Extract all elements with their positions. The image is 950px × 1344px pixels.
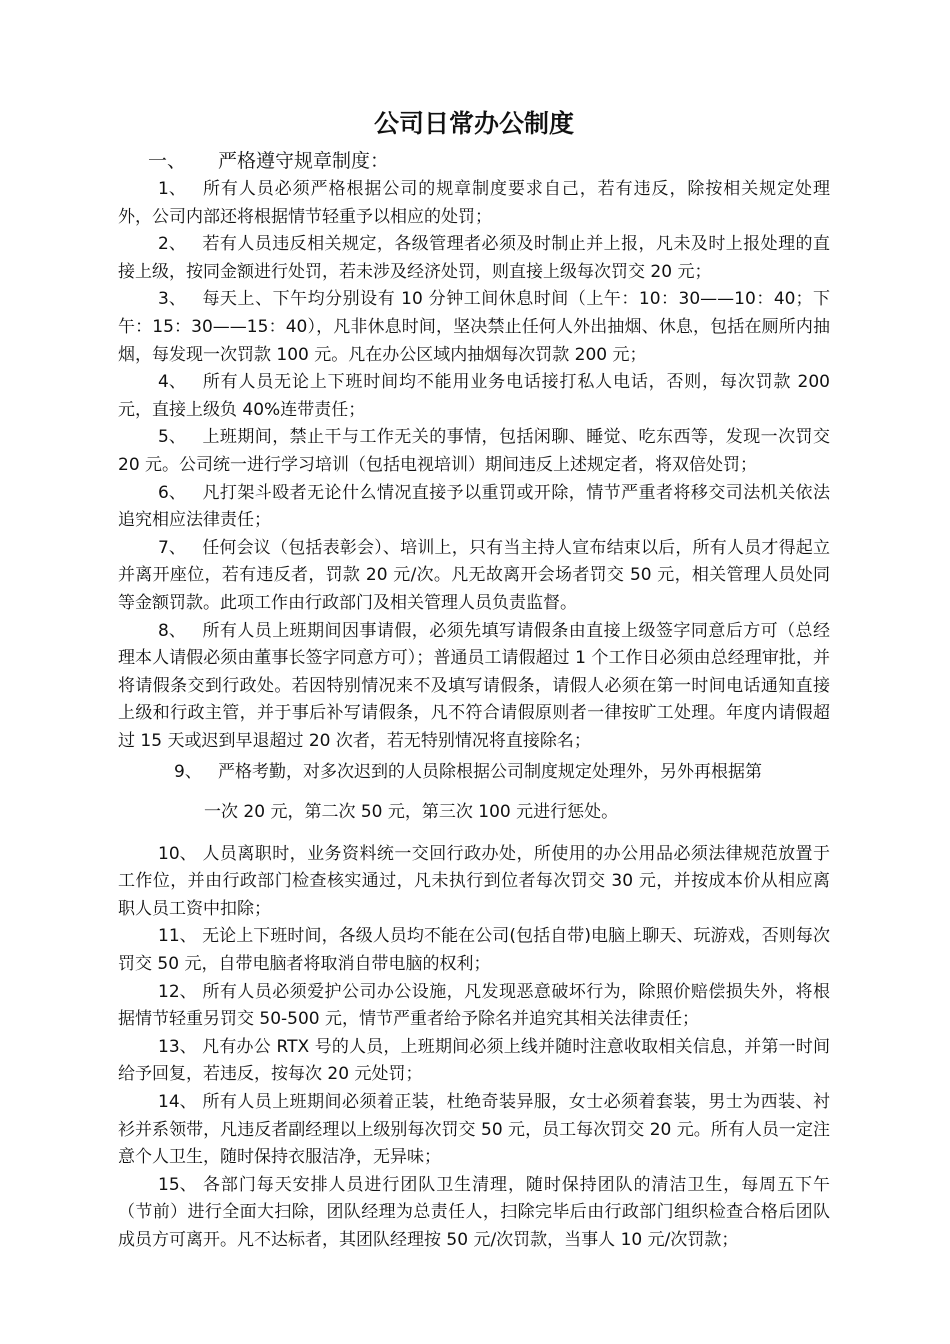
rule-text: 所有人员上班期间必须着正装，杜绝奇装异服，女士必须着套装，男士为西装、衬衫并系领带，凡违反者副经理以上级别每次罚交 50 元，员工每次罚交 20 元。所有人员一定注意个人卫生，随时保持衣服洁净，无异味； xyxy=(118,1092,830,1168)
rule-text: 各部门每天安排人员进行团队卫生清理，随时保持团队的清洁卫生，每周五下午（节前）进行全面大扫除，团队经理为总责任人，扫除完毕后由行政部门组织检查合格后团队成员方可离开。凡不达标者，其团队经理按 50 元/次罚款，当事人 10 元/次罚款； xyxy=(118,1174,830,1250)
rule-number: 11、 xyxy=(158,926,197,947)
rule-item-3 xyxy=(118,286,830,369)
rule-number: 12、 xyxy=(158,981,197,1002)
rule-text: 上班期间，禁止干与工作无关的事情，包括闲聊、睡觉、吃东西等，发现一次罚交 20 元。公司统一进行学习培训（包括电视培训）期间违反上述规定者，将双倍处罚； xyxy=(118,427,830,475)
rule-item-11 xyxy=(118,923,830,978)
rule-item-4 xyxy=(118,369,830,424)
document-title: 公司日常办公制度 xyxy=(373,109,574,138)
rule-item-13 xyxy=(118,1034,830,1089)
rule-number: 2、 xyxy=(158,234,186,255)
rule-number: 14、 xyxy=(158,1092,197,1112)
rule-item-14 xyxy=(118,1089,830,1172)
rule-text: 无论上下班时间，各级人员均不能在公司(包括自带)电脑上聊天、玩游戏，否则每次罚交 50 元，自带电脑者将取消自带电脑的权利； xyxy=(118,926,830,975)
rule-item-2 xyxy=(118,231,830,286)
rule-text: 凡打架斗殴者无论什么情况直接予以重罚或开除，情节严重者将移交司法机关依法追究相应法律责任； xyxy=(118,482,830,531)
rule-number: 13、 xyxy=(158,1036,197,1057)
rule-item-1 xyxy=(118,176,830,231)
rule-number: 1、 xyxy=(158,179,186,199)
rule-text: 任何会议（包括表彰会）、培训上，只有当主持人宣布结束以后，所有人员才得起立并离开座位，若有违反者，罚款 20 元/次。凡无故离开会场者罚交 50 元，相关管理人员处同等金额罚款。此项工作由行政部门及相关管理人员负责监督。 xyxy=(118,537,830,613)
rule-number: 9、 xyxy=(174,762,202,783)
rule-item-9 xyxy=(118,759,830,787)
rule-text: 所有人员必须爱护公司办公设施，凡发现恶意破坏行为，除照价赔偿损失外，将根据情节轻重另罚交 50-500 元，情节严重者给予除名并追究其相关法律责任； xyxy=(118,981,830,1030)
rule-number: 15、 xyxy=(158,1174,197,1195)
rule-text: 若有人员违反相关规定，各级管理者必须及时制止并上报，凡未及时上报处理的直接上级，按同金额进行处罚，若未涉及经济处罚，则直接上级每次罚交 20 元； xyxy=(118,234,830,282)
rule-number: 7、 xyxy=(158,537,186,558)
rule-item-6 xyxy=(118,480,830,535)
rule-number: 10、 xyxy=(158,843,197,864)
rule-item-15 xyxy=(118,1172,830,1255)
section-heading-text: 严格遵守规章制度： xyxy=(218,150,390,172)
rule-text: 严格考勤，对多次迟到的人员除根据公司制度规定处理外，另外再根据第 xyxy=(218,762,762,783)
rule-text: 所有人员必须严格根据公司的规章制度要求自己，若有违反，除按相关规定处理外，公司内部还将根据情节轻重予以相应的处罚； xyxy=(118,179,830,227)
rule-number: 5、 xyxy=(158,427,186,448)
rule-item-7 xyxy=(118,535,830,618)
rule-number: 4、 xyxy=(158,372,186,393)
rule-number: 8、 xyxy=(158,620,186,641)
rule-number: 3、 xyxy=(158,289,186,310)
rule-item-10 xyxy=(118,841,830,924)
section-number: 一、 xyxy=(148,150,187,172)
rule-item-9-continuation: 一次 20 元，第二次 50 元，第三次 100 元进行惩处。 xyxy=(204,802,619,823)
rule-text: 所有人员上班期间因事请假，必须先填写请假条由直接上级签字同意后方可（总经理本人请假必须由董事长签字同意方可）；普通员工请假超过 1 个工作日必须由总经理审批，并将请假条交到行政处。若因特别情况来不及填写请假条，请假人必须在第一时间电话通知直接上级和行政主管，并于事后补写请假条，凡不符合请假原则者一律按旷工处理。年度内请假超过 15 天或迟到早退超过 20 次者，若无特别情况将直接除名； xyxy=(118,620,830,751)
rule-item-5 xyxy=(118,424,830,479)
rule-text: 每天上、下午均分别设有 10 分钟工间休息时间（上午：10：30——10：40；下午：15：30——15：40），凡非休息时间，坚决禁止任何人外出抽烟、休息，包括在厕所内抽烟，每发现一次罚款 100 元。凡在办公区域内抽烟每次罚款 200 元； xyxy=(118,289,830,365)
rule-number: 6、 xyxy=(158,482,186,503)
rule-text: 凡有办公 RTX 号的人员，上班期间必须上线并随时注意收取相关信息，并第一时间给予回复，若违反，按每次 20 元处罚； xyxy=(118,1036,830,1085)
section-heading xyxy=(118,146,830,176)
rule-item-8 xyxy=(118,618,830,756)
rule-item-12 xyxy=(118,979,830,1034)
rule-text: 所有人员无论上下班时间均不能用业务电话接打私人电话，否则，每次罚款 200 元，直接上级负 40%连带责任； xyxy=(118,372,830,420)
rule-text: 人员离职时，业务资料统一交回行政办处，所使用的办公用品必须法律规范放置于工作位，并由行政部门检查核实通过，凡未执行到位者每次罚交 30 元，并按成本价从相应离职人员工资中扣除； xyxy=(118,843,830,919)
